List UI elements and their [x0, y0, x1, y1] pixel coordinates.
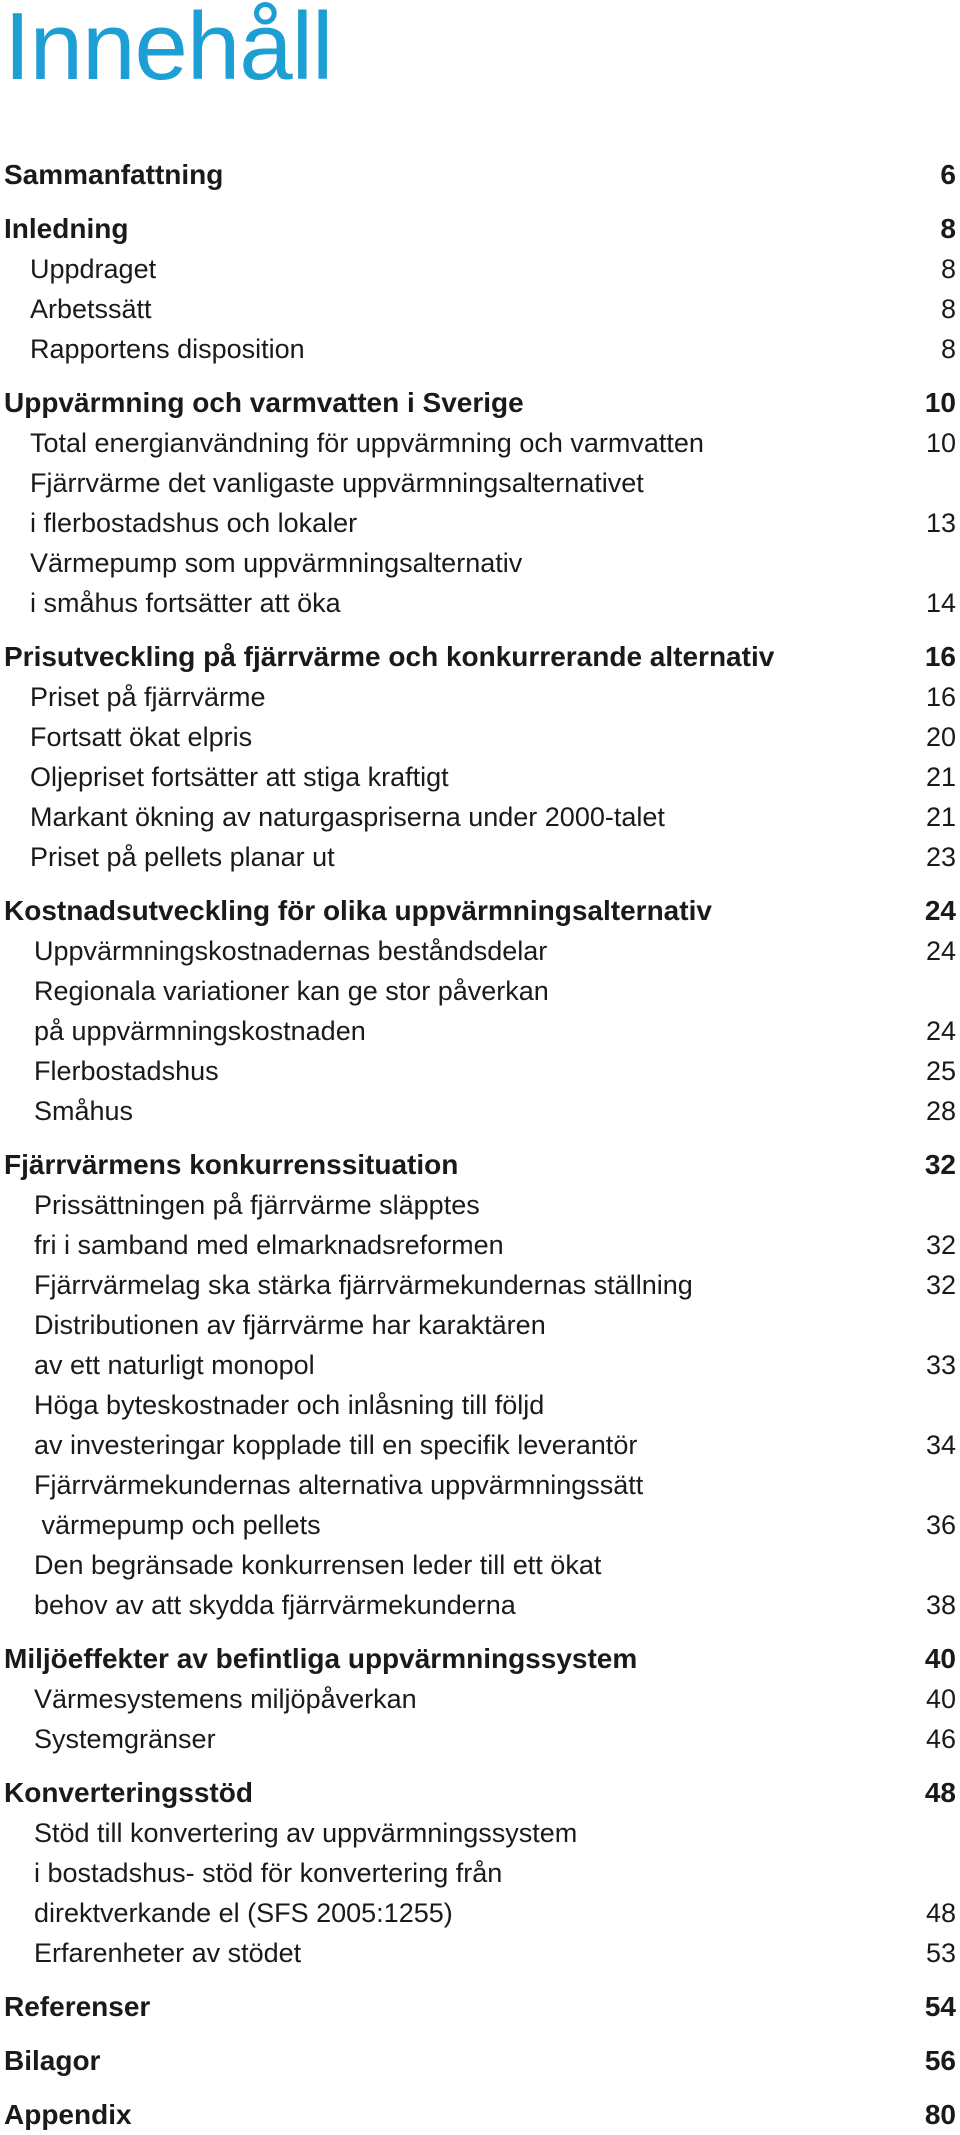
toc-subsection-entry[interactable] [0, 1505, 956, 1545]
toc-section [0, 1639, 956, 1759]
table-of-contents [0, 155, 956, 2135]
toc-subsection-title: i bostadshus- stöd för konvertering från [34, 1858, 503, 1888]
toc-page-number: 6 [940, 159, 956, 190]
toc-page-number: 53 [925, 1938, 956, 1968]
toc-section [0, 2095, 956, 2135]
toc-subsection-entry[interactable] [0, 1051, 956, 1091]
toc-chapter-title: Prisutveckling på fjärrvärme och konkurrerande alternativ [4, 641, 775, 672]
toc-subsection-entry[interactable] [0, 503, 956, 543]
toc-page-number: 46 [925, 1724, 956, 1754]
toc-chapter-entry[interactable] [0, 209, 956, 249]
toc-subsection-entry[interactable] [0, 1425, 956, 1465]
toc-page-number: 48 [924, 1777, 956, 1808]
toc-page-number: 8 [940, 213, 956, 244]
toc-subsection-title: värmepump och pellets [34, 1510, 321, 1540]
toc-subsection-entry[interactable] [0, 249, 956, 289]
toc-subsection-entry[interactable] [0, 543, 956, 583]
toc-subsection-entry[interactable] [0, 1011, 956, 1051]
toc-subsection-entry[interactable] [0, 677, 956, 717]
toc-subsection-entry[interactable] [0, 1679, 956, 1719]
toc-subsection-title: av investeringar kopplade till en specifik leverantör [34, 1430, 638, 1460]
toc-chapter-entry[interactable] [0, 891, 956, 931]
toc-page-number: 36 [925, 1510, 956, 1540]
toc-page-number: 40 [924, 1643, 956, 1674]
toc-subsection-title: direktverkande el (SFS 2005:1255) [34, 1898, 453, 1928]
toc-chapter-entry[interactable] [0, 1639, 956, 1679]
toc-page-number: 21 [925, 802, 956, 832]
toc-subsection-title: Fjärrvärmekundernas alternativa uppvärmningssätt [34, 1470, 644, 1500]
toc-chapter-title: Sammanfattning [4, 159, 224, 190]
toc-chapter-title: Inledning [4, 213, 129, 244]
toc-page-number: 32 [925, 1230, 956, 1260]
toc-subsection-entry[interactable] [0, 1813, 956, 1853]
toc-page-number: 8 [940, 334, 956, 364]
toc-chapter-title: Appendix [4, 2099, 132, 2130]
toc-page-number: 32 [924, 1149, 956, 1180]
toc-section [0, 155, 956, 195]
toc-subsection-entry[interactable] [0, 423, 956, 463]
toc-subsection-entry[interactable] [0, 1265, 956, 1305]
toc-subsection-entry[interactable] [0, 1091, 956, 1131]
toc-page-number: 8 [940, 254, 956, 284]
toc-subsection-title: Småhus [34, 1096, 134, 1126]
toc-page-number: 38 [925, 1590, 956, 1620]
toc-chapter-entry[interactable] [0, 637, 956, 677]
toc-subsection-title: Arbetssätt [30, 294, 152, 324]
toc-chapter-title: Uppvärmning och varmvatten i Sverige [4, 387, 524, 418]
toc-page-number: 23 [925, 842, 956, 872]
toc-subsection-title: behov av att skydda fjärrvärmekunderna [34, 1590, 516, 1620]
toc-subsection-title: Priset på pellets planar ut [30, 842, 335, 872]
toc-section [0, 1773, 956, 1973]
toc-subsection-title: Rapportens disposition [30, 334, 305, 364]
toc-chapter-title: Bilagor [4, 2045, 101, 2076]
toc-subsection-entry[interactable] [0, 329, 956, 369]
toc-subsection-entry[interactable] [0, 1185, 956, 1225]
toc-page-number: 24 [925, 1016, 956, 1046]
toc-section [0, 209, 956, 369]
toc-subsection-title: Uppdraget [30, 254, 157, 284]
toc-page-number: 24 [925, 936, 956, 966]
toc-page-number: 16 [925, 682, 956, 712]
toc-section [0, 637, 956, 877]
toc-subsection-title: i flerbostadshus och lokaler [30, 508, 358, 538]
toc-chapter-entry[interactable] [0, 1773, 956, 1813]
toc-subsection-entry[interactable] [0, 1719, 956, 1759]
toc-subsection-title: Uppvärmningskostnadernas beståndsdelar [34, 936, 548, 966]
toc-page-number: 8 [940, 294, 956, 324]
toc-subsection-title: Fortsatt ökat elpris [30, 722, 253, 752]
toc-subsection-entry[interactable] [0, 1305, 956, 1345]
toc-page-number: 34 [925, 1430, 956, 1460]
toc-subsection-title: Regionala variationer kan ge stor påverkan [34, 976, 549, 1006]
toc-subsection-title: Prissättningen på fjärrvärme släpptes [34, 1190, 480, 1220]
toc-page-number: 13 [925, 508, 956, 538]
toc-subsection-entry[interactable] [0, 717, 956, 757]
toc-subsection-title: fri i samband med elmarknadsreformen [34, 1230, 504, 1260]
toc-section [0, 1145, 956, 1625]
toc-page-number: 10 [925, 428, 956, 458]
toc-page-number: 56 [924, 2045, 956, 2076]
toc-subsection-entry[interactable] [0, 1225, 956, 1265]
toc-subsection-title: Värmepump som uppvärmningsalternativ [30, 548, 523, 578]
toc-page-number: 25 [925, 1056, 956, 1086]
toc-subsection-title: Fjärrvärmelag ska stärka fjärrvärmekundernas ställning [34, 1270, 693, 1300]
toc-chapter-entry[interactable] [0, 155, 956, 195]
toc-subsection-entry[interactable] [0, 1893, 956, 1933]
toc-subsection-entry[interactable] [0, 837, 956, 877]
toc-page-number: 33 [925, 1350, 956, 1380]
toc-chapter-title: Fjärrvärmens konkurrenssituation [4, 1149, 459, 1180]
toc-page-number: 21 [925, 762, 956, 792]
toc-chapter-entry[interactable] [0, 383, 956, 423]
toc-subsection-entry[interactable] [0, 757, 956, 797]
toc-subsection-title: Total energianvändning för uppvärmning och varmvatten [30, 428, 704, 458]
toc-chapter-title: Kostnadsutveckling för olika uppvärmningsalternativ [4, 895, 712, 926]
toc-page-number: 16 [924, 641, 956, 672]
toc-subsection-title: Den begränsade konkurrensen leder till ett ökat [34, 1550, 602, 1580]
toc-subsection-entry[interactable] [0, 289, 956, 329]
toc-subsection-entry[interactable] [0, 1385, 956, 1425]
toc-subsection-title: Oljepriset fortsätter att stiga kraftigt [30, 762, 449, 792]
toc-subsection-title: Fjärrvärme det vanligaste uppvärmningsalternativet [30, 468, 644, 498]
toc-chapter-entry[interactable] [0, 2095, 956, 2135]
toc-subsection-entry[interactable] [0, 463, 956, 503]
toc-subsection-entry[interactable] [0, 583, 956, 623]
toc-subsection-entry[interactable] [0, 1585, 956, 1625]
toc-chapter-title: Referenser [4, 1991, 151, 2022]
toc-subsection-entry[interactable] [0, 1465, 956, 1505]
toc-subsection-title: Höga byteskostnader och inlåsning till följd [34, 1390, 545, 1420]
toc-chapter-entry[interactable] [0, 1987, 956, 2027]
toc-subsection-entry[interactable] [0, 1545, 956, 1585]
page-title: Innehåll [4, 0, 333, 100]
toc-subsection-title: på uppvärmningskostnaden [34, 1016, 366, 1046]
toc-subsection-entry[interactable] [0, 1853, 956, 1893]
toc-subsection-title: Stöd till konvertering av uppvärmningssystem [34, 1818, 578, 1848]
toc-page-number: 32 [925, 1270, 956, 1300]
toc-subsection-title: Flerbostadshus [34, 1056, 219, 1086]
toc-page-number: 28 [925, 1096, 956, 1126]
toc-subsection-entry[interactable] [0, 971, 956, 1011]
toc-subsection-entry[interactable] [0, 1345, 956, 1385]
toc-page-number: 40 [925, 1684, 956, 1714]
toc-subsection-title: Distributionen av fjärrvärme har karaktären [34, 1310, 546, 1340]
toc-chapter-title: Konverteringsstöd [4, 1777, 253, 1808]
toc-page-number: 24 [924, 895, 956, 926]
toc-page-number: 48 [925, 1898, 956, 1928]
toc-page-number: 80 [924, 2099, 956, 2130]
toc-subsection-entry[interactable] [0, 1933, 956, 1973]
toc-chapter-entry[interactable] [0, 2041, 956, 2081]
toc-subsection-title: i småhus fortsätter att öka [30, 588, 341, 618]
toc-subsection-entry[interactable] [0, 931, 956, 971]
toc-page-number: 20 [925, 722, 956, 752]
toc-subsection-title: Markant ökning av naturgaspriserna under 2000-talet [30, 802, 665, 832]
toc-section [0, 1987, 956, 2027]
toc-subsection-title: Erfarenheter av stödet [34, 1938, 302, 1968]
toc-subsection-title: Systemgränser [34, 1724, 216, 1754]
toc-page-number: 54 [924, 1991, 956, 2022]
toc-section [0, 891, 956, 1131]
toc-subsection-title: Priset på fjärrvärme [30, 682, 266, 712]
toc-page-number: 14 [925, 588, 956, 618]
toc-page-number: 10 [924, 387, 956, 418]
toc-chapter-entry[interactable] [0, 1145, 956, 1185]
toc-subsection-title: av ett naturligt monopol [34, 1350, 315, 1380]
toc-subsection-entry[interactable] [0, 797, 956, 837]
toc-section [0, 2041, 956, 2081]
toc-section [0, 383, 956, 623]
toc-subsection-title: Värmesystemens miljöpåverkan [34, 1684, 417, 1714]
toc-chapter-title: Miljöeffekter av befintliga uppvärmningssystem [4, 1643, 638, 1674]
